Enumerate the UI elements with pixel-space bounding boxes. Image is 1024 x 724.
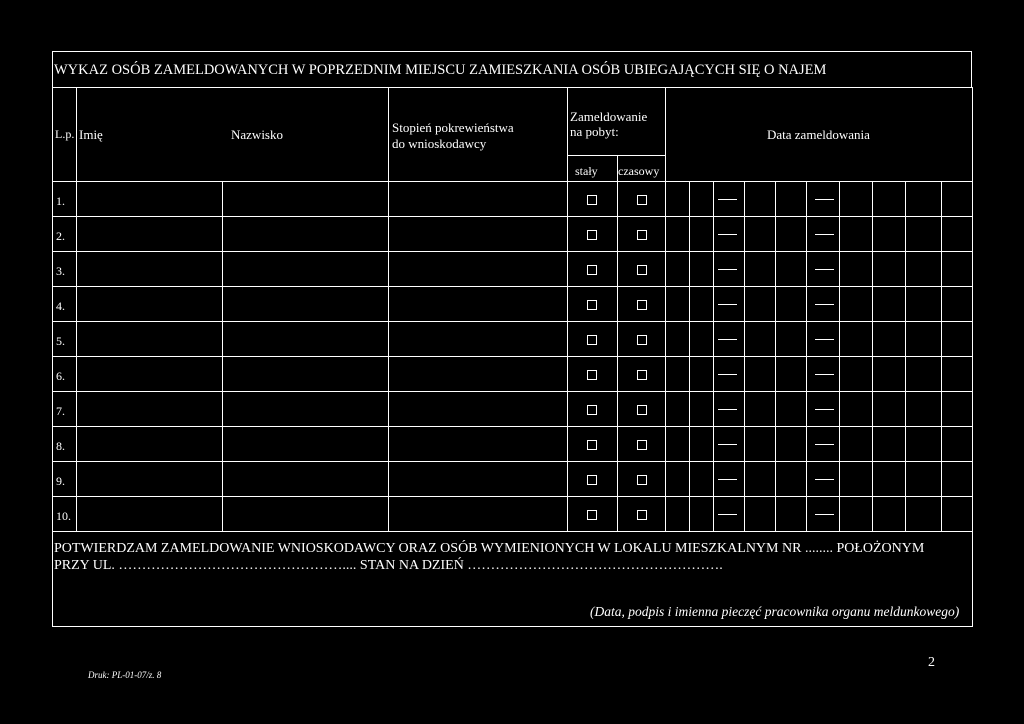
date-separator-dash bbox=[815, 374, 834, 375]
checkbox-staly[interactable] bbox=[587, 475, 597, 485]
header-zameldowanie-line2: na pobyt: bbox=[570, 124, 619, 139]
checkbox-staly[interactable] bbox=[587, 230, 597, 240]
date-separator-dash bbox=[718, 234, 737, 235]
checkbox-czasowy[interactable] bbox=[637, 300, 647, 310]
row-number: 5. bbox=[56, 334, 65, 348]
form-title: WYKAZ OSÓB ZAMELDOWANYCH W POPRZEDNIM MIEJSCU ZAMIESZKANIA OSÓB UBIEGAJĄCYCH SIĘ O NAJEM bbox=[54, 62, 827, 78]
date-separator-dash bbox=[815, 444, 834, 445]
date-separator-dash bbox=[815, 409, 834, 410]
table-row-line bbox=[52, 356, 973, 357]
checkbox-staly[interactable] bbox=[587, 370, 597, 380]
checkbox-czasowy[interactable] bbox=[637, 265, 647, 275]
frame-left-line bbox=[52, 51, 53, 627]
row-number: 7. bbox=[56, 404, 65, 418]
table-row-line bbox=[52, 426, 973, 427]
checkbox-staly[interactable] bbox=[587, 335, 597, 345]
frame-right-line-title bbox=[971, 51, 972, 87]
row-number: 1. bbox=[56, 194, 65, 208]
checkbox-staly[interactable] bbox=[587, 440, 597, 450]
row-number: 3. bbox=[56, 264, 65, 278]
table-row-line bbox=[52, 531, 973, 532]
form-code: Druk: PL-01-07/z. 8 bbox=[88, 670, 162, 680]
header-sep-zameldowanie bbox=[567, 87, 568, 181]
row-number: 6. bbox=[56, 369, 65, 383]
header-sub-line bbox=[567, 155, 665, 156]
header-staly: stały bbox=[575, 164, 598, 178]
header-top-line bbox=[52, 87, 973, 88]
row-number: 2. bbox=[56, 229, 65, 243]
date-separator-dash bbox=[815, 269, 834, 270]
date-separator-dash bbox=[718, 304, 737, 305]
header-sep-stopien bbox=[388, 87, 389, 181]
checkbox-staly[interactable] bbox=[587, 300, 597, 310]
checkbox-czasowy[interactable] bbox=[637, 195, 647, 205]
checkbox-czasowy[interactable] bbox=[637, 370, 647, 380]
date-separator-dash bbox=[718, 479, 737, 480]
frame-bottom-line bbox=[52, 626, 973, 627]
checkbox-staly[interactable] bbox=[587, 405, 597, 415]
checkbox-staly[interactable] bbox=[587, 510, 597, 520]
row-number: 10. bbox=[56, 509, 71, 523]
date-separator-dash bbox=[815, 304, 834, 305]
row-number: 9. bbox=[56, 474, 65, 488]
date-separator-dash bbox=[718, 444, 737, 445]
table-row-line bbox=[52, 286, 973, 287]
header-imie: Imię bbox=[79, 127, 103, 142]
header-stopien-line2: do wnioskodawcy bbox=[392, 136, 487, 151]
header-czasowy: czasowy bbox=[618, 164, 660, 178]
checkbox-czasowy[interactable] bbox=[637, 475, 647, 485]
date-separator-dash bbox=[718, 339, 737, 340]
confirmation-line-2: PRZY UL. ………………………………………….... STAN NA DZIEŃ ………………………………………………. bbox=[54, 558, 723, 573]
table-row-line bbox=[52, 216, 973, 217]
table-row-line bbox=[52, 251, 973, 252]
header-zameldowanie-line1: Zameldowanie bbox=[570, 109, 648, 124]
checkbox-czasowy[interactable] bbox=[637, 405, 647, 415]
frame-top-line bbox=[52, 51, 972, 52]
table-row-line bbox=[52, 496, 973, 497]
date-separator-dash bbox=[718, 269, 737, 270]
signature-caption: (Data, podpis i imienna pieczęć pracownika organu meldunkowego) bbox=[590, 604, 960, 619]
table-row-line bbox=[52, 461, 973, 462]
date-separator-dash bbox=[718, 199, 737, 200]
date-separator-dash bbox=[718, 374, 737, 375]
table-row-line bbox=[52, 391, 973, 392]
date-separator-dash bbox=[815, 199, 834, 200]
checkbox-czasowy[interactable] bbox=[637, 230, 647, 240]
date-separator-dash bbox=[815, 234, 834, 235]
date-separator-dash bbox=[815, 479, 834, 480]
date-separator-dash bbox=[815, 339, 834, 340]
row-number: 8. bbox=[56, 439, 65, 453]
header-nazwisko: Nazwisko bbox=[231, 127, 283, 142]
checkbox-czasowy[interactable] bbox=[637, 510, 647, 520]
header-sep-data bbox=[665, 87, 666, 181]
header-lp: L.p. bbox=[55, 127, 75, 141]
checkbox-czasowy[interactable] bbox=[637, 335, 647, 345]
page-number: 2 bbox=[928, 655, 935, 670]
date-separator-dash bbox=[815, 514, 834, 515]
date-separator-dash bbox=[718, 409, 737, 410]
checkbox-staly[interactable] bbox=[587, 265, 597, 275]
header-data-zameldowania: Data zameldowania bbox=[767, 127, 870, 142]
confirmation-line-1: POTWIERDZAM ZAMELDOWANIE WNIOSKODAWCY ORAZ OSÓB WYMIENIONYCH W LOKALU MIESZKALNYM NR ........ POŁOŻONYM bbox=[54, 541, 925, 556]
header-stopien-line1: Stopień pokrewieństwa bbox=[392, 120, 514, 135]
table-row-line bbox=[52, 321, 973, 322]
frame-right-line bbox=[972, 87, 973, 627]
date-separator-dash bbox=[718, 514, 737, 515]
row-number: 4. bbox=[56, 299, 65, 313]
checkbox-staly[interactable] bbox=[587, 195, 597, 205]
header-sep-lp bbox=[76, 87, 77, 181]
checkbox-czasowy[interactable] bbox=[637, 440, 647, 450]
header-bottom-line bbox=[52, 181, 973, 182]
